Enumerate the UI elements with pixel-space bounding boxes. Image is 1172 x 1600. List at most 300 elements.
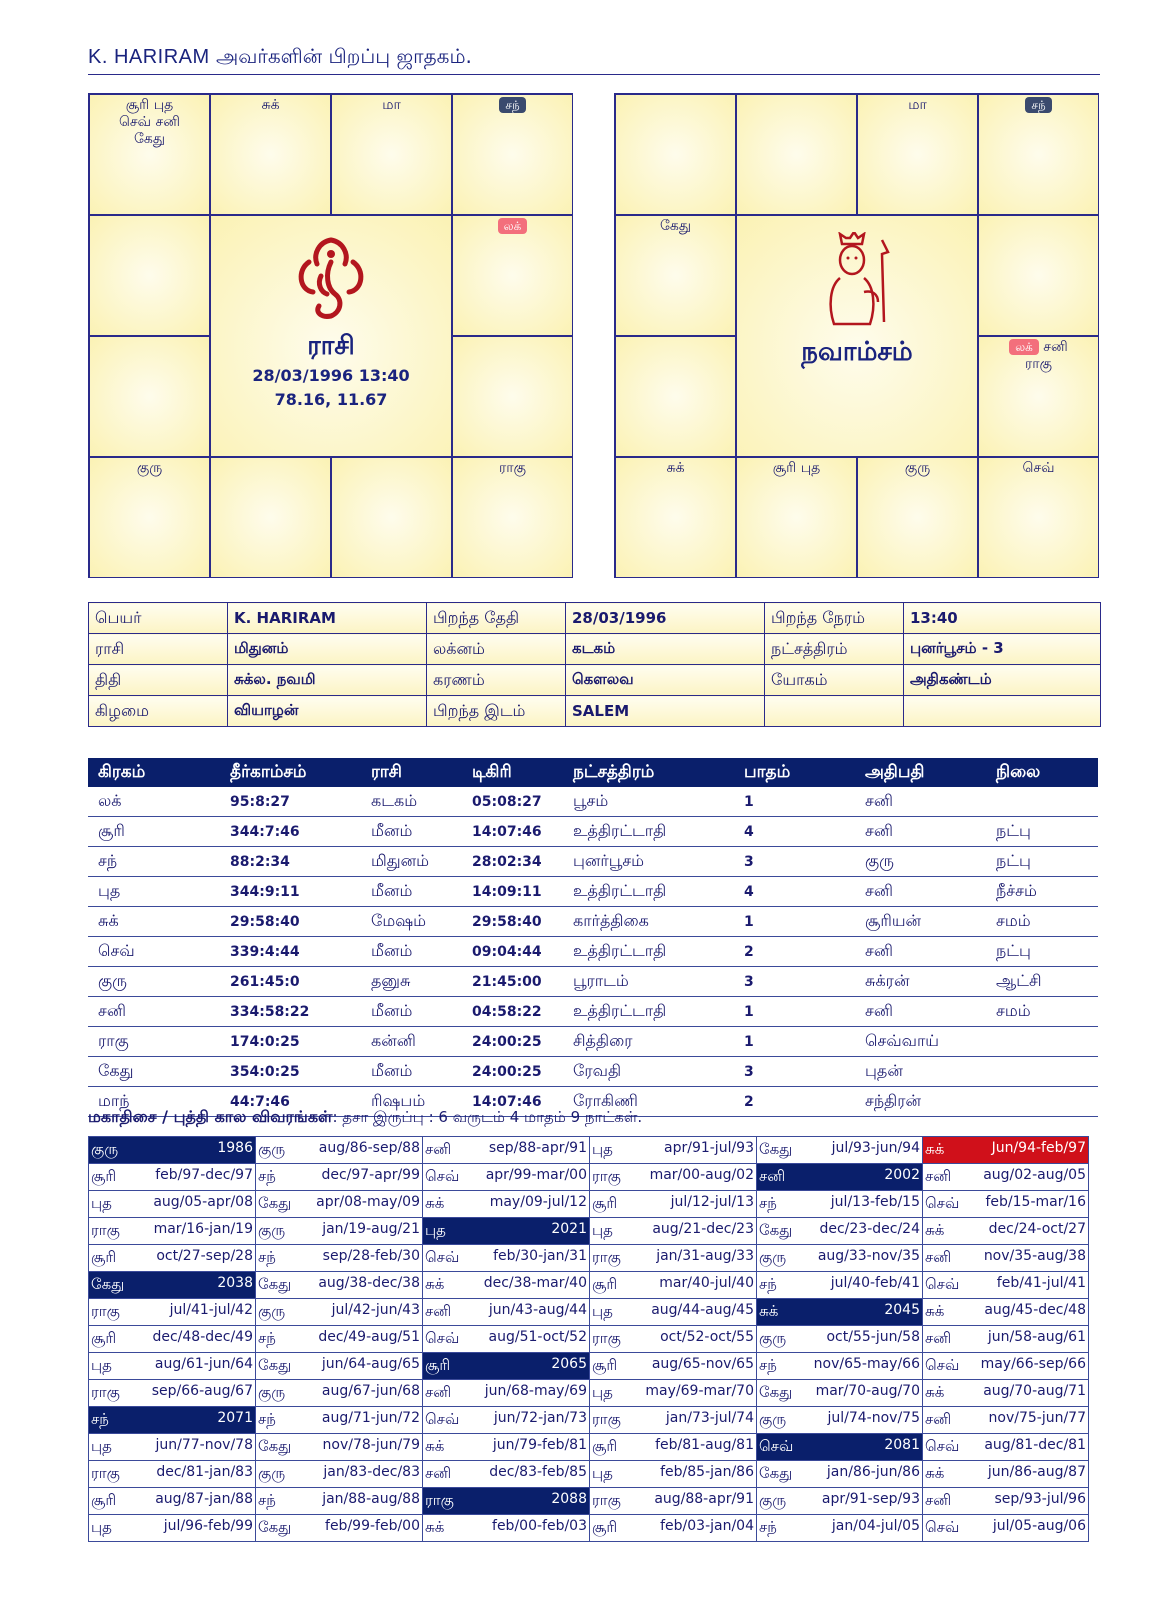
planet-name: சுக் — [759, 1302, 779, 1320]
planet-name: குரு — [759, 1248, 787, 1266]
mahadasa-cell — [89, 1407, 256, 1434]
mahadasa-cell — [757, 1299, 923, 1326]
table-cell: சந் — [88, 847, 220, 877]
mahadasa-cell — [423, 1488, 590, 1515]
mahadasa-cell — [423, 1218, 590, 1245]
profile-table — [88, 602, 1101, 727]
table-cell: புதன் — [855, 1057, 986, 1087]
period: dec/48-dec/49 — [152, 1329, 253, 1345]
bhukti-cell — [923, 1461, 1089, 1488]
planet-name: செவ் — [425, 1329, 460, 1347]
planet-name: ராகு — [91, 1302, 120, 1320]
bhukti-cell — [423, 1245, 590, 1272]
planet-name: ராகு — [592, 1248, 621, 1266]
bhukti-cell — [757, 1272, 923, 1299]
mahadasa-cell — [757, 1434, 923, 1461]
table-cell: 2 — [734, 1087, 855, 1117]
planet-name: சூரி — [592, 1518, 618, 1536]
bhukti-cell — [923, 1245, 1089, 1272]
planet-name: குரு — [258, 1464, 286, 1482]
period: aug/38-dec/38 — [318, 1275, 420, 1291]
dasa-row — [89, 1353, 1089, 1380]
navamsa-house-1 — [615, 94, 736, 215]
bhukti-cell — [89, 1164, 256, 1191]
period: 1986 — [217, 1140, 253, 1156]
period: jun/64-aug/65 — [321, 1356, 420, 1372]
table-cell: பூசம் — [563, 787, 734, 817]
profile-row — [89, 696, 1101, 727]
planet-name: சூரி — [425, 1356, 451, 1374]
table-row — [88, 937, 1098, 967]
period: sep/88-apr/91 — [488, 1140, 587, 1156]
column-header: நிலை — [986, 758, 1098, 787]
navamsa-house-6 — [978, 336, 1099, 457]
period: may/69-mar/70 — [645, 1383, 754, 1399]
bhukti-cell — [590, 1326, 757, 1353]
planet-name: ராகு — [91, 1383, 120, 1401]
profile-value: SALEM — [566, 696, 765, 727]
rasi-chart — [88, 93, 573, 578]
navamsa-house-5 — [978, 215, 1099, 336]
period: jun/58-aug/61 — [987, 1329, 1086, 1345]
period: dec/97-apr/99 — [321, 1167, 420, 1183]
bhukti-cell — [590, 1218, 757, 1245]
table-cell: உத்திரட்டாதி — [563, 817, 734, 847]
bhukti-cell — [923, 1326, 1089, 1353]
table-cell: மீனம் — [361, 1057, 462, 1087]
navamsa-house-7 — [978, 457, 1099, 578]
profile-value: கடகம் — [566, 634, 765, 665]
table-row — [88, 877, 1098, 907]
column-header: அதிபதி — [855, 758, 986, 787]
planet-name: ராகு — [592, 1410, 621, 1428]
navamsa-chart — [614, 93, 1099, 578]
planet-name: செவ் — [925, 1194, 960, 1212]
table-cell: 334:58:22 — [220, 997, 361, 1027]
house-planets: செவ் — [1022, 460, 1055, 476]
dasa-heading — [88, 1107, 642, 1128]
table-cell: மீனம் — [361, 937, 462, 967]
period: feb/00-feb/03 — [492, 1518, 587, 1534]
bhukti-cell — [590, 1488, 757, 1515]
rasi-house-9 — [210, 457, 331, 578]
period: jul/05-aug/06 — [992, 1518, 1086, 1534]
table-cell: சுக் — [88, 907, 220, 937]
planet-name: புத — [592, 1302, 613, 1320]
planet-name: ராகு — [425, 1491, 454, 1509]
period: feb/03-jan/04 — [660, 1518, 754, 1534]
planet-name: சுக் — [425, 1518, 445, 1536]
period: aug/71-jun/72 — [321, 1410, 420, 1426]
house-planets: செவ் சனி — [119, 114, 180, 130]
period: jul/93-jun/94 — [831, 1140, 920, 1156]
dasa-row — [89, 1326, 1089, 1353]
table-cell: சுக்ரன் — [855, 967, 986, 997]
table-cell: 29:58:40 — [220, 907, 361, 937]
table-cell: 344:7:46 — [220, 817, 361, 847]
bhukti-cell — [256, 1272, 423, 1299]
period: aug/44-aug/45 — [651, 1302, 754, 1318]
planet-name: சூரி — [91, 1491, 117, 1509]
mahadasa-cell — [89, 1137, 256, 1164]
period: jun/43-aug/44 — [488, 1302, 587, 1318]
period: sep/93-jul/96 — [994, 1491, 1086, 1507]
planet-name: கேது — [759, 1383, 793, 1401]
table-cell: 24:00:25 — [462, 1027, 563, 1057]
planet-name: சனி — [425, 1140, 452, 1158]
planet-name: சந் — [91, 1410, 109, 1428]
table-cell: சமம் — [986, 907, 1098, 937]
table-cell: 4 — [734, 877, 855, 907]
period: mar/00-aug/02 — [649, 1167, 754, 1183]
period: aug/33-nov/35 — [817, 1248, 920, 1264]
house-planets: மா — [908, 97, 927, 113]
bhukti-cell — [423, 1515, 590, 1542]
murugan-icon — [812, 232, 902, 327]
period: feb/81-aug/81 — [655, 1437, 754, 1453]
table-cell: 14:07:46 — [462, 1087, 563, 1117]
planet-name: ராகு — [592, 1167, 621, 1185]
dasa-row — [89, 1245, 1089, 1272]
dasa-row — [89, 1434, 1089, 1461]
title-suffix: அவர்களின் பிறப்பு ஜாதகம். — [216, 44, 472, 68]
table-cell — [986, 1027, 1098, 1057]
period: aug/70-aug/71 — [983, 1383, 1086, 1399]
planet-name: சனி — [925, 1167, 952, 1185]
planet-name: புத — [592, 1464, 613, 1482]
current-bhukti-cell — [923, 1137, 1089, 1164]
planet-name: ராகு — [91, 1221, 120, 1239]
table-cell: குரு — [855, 847, 986, 877]
bhukti-cell — [590, 1191, 757, 1218]
table-cell: நீச்சம் — [986, 877, 1098, 907]
planet-name: சூரி — [592, 1437, 618, 1455]
dasa-row — [89, 1515, 1089, 1542]
period: oct/52-oct/55 — [660, 1329, 754, 1345]
rasi-house-7 — [452, 457, 573, 578]
period: aug/45-dec/48 — [984, 1302, 1086, 1318]
table-cell: 21:45:00 — [462, 967, 563, 997]
bhukti-cell — [590, 1272, 757, 1299]
bhukti-cell — [590, 1380, 757, 1407]
period: 2021 — [551, 1221, 587, 1237]
period: dec/49-aug/51 — [318, 1329, 420, 1345]
planet-name: சனி — [425, 1302, 452, 1320]
table-cell: புனர்பூசம் — [563, 847, 734, 877]
planet-name: சந் — [759, 1518, 777, 1536]
period: jul/40-feb/41 — [830, 1275, 920, 1291]
table-cell: 05:08:27 — [462, 787, 563, 817]
period: aug/61-jun/64 — [154, 1356, 253, 1372]
table-cell: 261:45:0 — [220, 967, 361, 997]
planet-name: சனி — [925, 1248, 952, 1266]
period: oct/27-sep/28 — [156, 1248, 253, 1264]
period: jan/86-jun/86 — [826, 1464, 920, 1480]
table-cell: சனி — [855, 997, 986, 1027]
bhukti-cell — [256, 1380, 423, 1407]
bhukti-cell — [256, 1137, 423, 1164]
bhukti-cell — [89, 1380, 256, 1407]
planet-name: புத — [91, 1194, 112, 1212]
table-cell: சனி — [88, 997, 220, 1027]
bhukti-cell — [590, 1434, 757, 1461]
period: nov/75-jun/77 — [988, 1410, 1086, 1426]
birth-datetime: 28/03/1996 13:40 — [252, 366, 410, 385]
table-cell: ரேவதி — [563, 1057, 734, 1087]
period: oct/55-jun/58 — [826, 1329, 920, 1345]
period: feb/97-dec/97 — [155, 1167, 253, 1183]
table-cell: 344:9:11 — [220, 877, 361, 907]
rasi-house-5 — [452, 215, 573, 336]
bhukti-cell — [256, 1164, 423, 1191]
period: 2065 — [551, 1356, 587, 1372]
planet-name: சுக் — [925, 1302, 945, 1320]
house-planets: கேது — [659, 218, 692, 234]
profile-value: சுக்ல. நவமி — [228, 665, 427, 696]
table-cell: 3 — [734, 967, 855, 997]
planet-name: புத — [91, 1356, 112, 1374]
bhukti-cell — [757, 1353, 923, 1380]
planet-name: கேது — [759, 1464, 793, 1482]
period: 2071 — [217, 1410, 253, 1426]
bhukti-cell — [256, 1515, 423, 1542]
planet-name: புத — [91, 1437, 112, 1455]
moon-badge: சந் — [1025, 97, 1051, 113]
ganesha-icon — [291, 232, 371, 327]
bhukti-cell — [757, 1461, 923, 1488]
table-cell: சந்திரன் — [855, 1087, 986, 1117]
bhukti-cell — [923, 1434, 1089, 1461]
column-header: நட்சத்திரம் — [563, 758, 734, 787]
lagna-badge: லக் — [1009, 339, 1039, 355]
planet-name: செவ் — [759, 1437, 794, 1455]
table-cell: சமம் — [986, 997, 1098, 1027]
bhukti-cell — [923, 1299, 1089, 1326]
planet-name: சூரி — [592, 1275, 618, 1293]
table-cell — [986, 787, 1098, 817]
period: sep/66-aug/67 — [151, 1383, 253, 1399]
period: feb/30-jan/31 — [493, 1248, 587, 1264]
rasi-center — [210, 215, 452, 457]
table-cell: சூரி — [88, 817, 220, 847]
period: feb/85-jan/86 — [660, 1464, 754, 1480]
rasi-house-4 — [452, 94, 573, 215]
table-cell: 14:07:46 — [462, 817, 563, 847]
house-planets: சூரி புத — [125, 97, 174, 113]
planet-name: குரு — [759, 1410, 787, 1428]
bhukti-cell — [757, 1137, 923, 1164]
bhukti-cell — [757, 1488, 923, 1515]
table-cell: 24:00:25 — [462, 1057, 563, 1087]
dasa-row — [89, 1164, 1089, 1191]
table-cell: 95:8:27 — [220, 787, 361, 817]
planet-name: சுக் — [925, 1140, 945, 1158]
navamsa-house-8 — [857, 457, 978, 578]
bhukti-cell — [423, 1326, 590, 1353]
planet-name: சுக் — [425, 1194, 445, 1212]
bhukti-cell — [590, 1299, 757, 1326]
planet-name: புத — [425, 1221, 446, 1239]
table-cell: குரு — [88, 967, 220, 997]
planet-name: சந் — [258, 1329, 276, 1347]
house-planets: குரு — [136, 460, 163, 476]
period: jun/86-aug/87 — [987, 1464, 1086, 1480]
bhukti-cell — [89, 1218, 256, 1245]
bhukti-cell — [256, 1488, 423, 1515]
planet-name: புத — [592, 1140, 613, 1158]
period: aug/67-jun/68 — [321, 1383, 420, 1399]
navamsa-house-9 — [736, 457, 857, 578]
profile-label: கிழமை — [89, 696, 228, 727]
bhukti-cell — [923, 1488, 1089, 1515]
bhukti-cell — [923, 1515, 1089, 1542]
rasi-chart-title: ராசி — [307, 331, 355, 361]
planet-name: ராகு — [592, 1329, 621, 1347]
period: dec/24-oct/27 — [988, 1221, 1086, 1237]
dasa-row — [89, 1461, 1089, 1488]
column-header: தீர்காம்சம் — [220, 758, 361, 787]
period: jul/13-feb/15 — [830, 1194, 920, 1210]
bhukti-cell — [89, 1353, 256, 1380]
period: jan/04-jul/05 — [831, 1518, 920, 1534]
rasi-house-10 — [89, 457, 210, 578]
period: dec/38-mar/40 — [483, 1275, 587, 1291]
dasa-row — [89, 1272, 1089, 1299]
profile-value — [904, 696, 1101, 727]
period: may/09-jul/12 — [489, 1194, 587, 1210]
lagna-badge: லக் — [498, 218, 528, 234]
bhukti-cell — [923, 1218, 1089, 1245]
bhukti-cell — [590, 1164, 757, 1191]
profile-value: 28/03/1996 — [566, 603, 765, 634]
period: jul/74-nov/75 — [827, 1410, 920, 1426]
navamsa-house-12 — [615, 215, 736, 336]
period: feb/15-mar/16 — [985, 1194, 1086, 1210]
table-row — [88, 997, 1098, 1027]
planet-name: புத — [592, 1383, 613, 1401]
bhukti-cell — [89, 1326, 256, 1353]
bhukti-cell — [256, 1299, 423, 1326]
bhukti-cell — [590, 1353, 757, 1380]
table-cell: பூராடம் — [563, 967, 734, 997]
bhukti-cell — [89, 1515, 256, 1542]
period: aug/05-apr/08 — [153, 1194, 253, 1210]
house-planets: சுக் — [261, 97, 280, 113]
table-cell: 1 — [734, 907, 855, 937]
table-cell: செவ் — [88, 937, 220, 967]
bhukti-cell — [89, 1245, 256, 1272]
bhukti-cell — [923, 1272, 1089, 1299]
period: mar/16-jan/19 — [153, 1221, 253, 1237]
bhukti-cell — [923, 1407, 1089, 1434]
dasa-row — [89, 1137, 1089, 1164]
table-cell: 3 — [734, 847, 855, 877]
table-cell: மீனம் — [361, 997, 462, 1027]
dasa-row — [89, 1488, 1089, 1515]
mahadasa-cell — [757, 1164, 923, 1191]
period: jun/72-jan/73 — [493, 1410, 587, 1426]
column-header: கிரகம் — [88, 758, 220, 787]
table-cell: கடகம் — [361, 787, 462, 817]
planet-name: சுக் — [925, 1383, 945, 1401]
period: apr/08-may/09 — [316, 1194, 420, 1210]
planet-name: சந் — [759, 1356, 777, 1374]
planet-name: சூரி — [592, 1194, 618, 1212]
planet-name: செவ் — [425, 1410, 460, 1428]
bhukti-cell — [590, 1461, 757, 1488]
rasi-house-3 — [331, 94, 452, 215]
planet-name: சனி — [759, 1167, 786, 1185]
house-planets: சூரி புத — [772, 460, 821, 476]
column-header: டிகிரி — [462, 758, 563, 787]
period: 2038 — [217, 1275, 253, 1291]
period: Jun/94-feb/97 — [991, 1140, 1086, 1156]
bhukti-cell — [256, 1191, 423, 1218]
period: jun/77-nov/78 — [155, 1437, 253, 1453]
profile-value: புனர்பூசம் - 3 — [904, 634, 1101, 665]
profile-label: பெயர் — [89, 603, 228, 634]
table-cell: ரோகிணி — [563, 1087, 734, 1117]
period: nov/78-jun/79 — [322, 1437, 420, 1453]
bhukti-cell — [89, 1461, 256, 1488]
planet-name: கேது — [258, 1518, 292, 1536]
period: nov/65-may/66 — [813, 1356, 920, 1372]
bhukti-cell — [590, 1137, 757, 1164]
planet-name: குரு — [258, 1221, 286, 1239]
planet-name: கேது — [258, 1437, 292, 1455]
planet-name: சந் — [258, 1167, 276, 1185]
table-cell: 4 — [734, 817, 855, 847]
table-cell: மீனம் — [361, 877, 462, 907]
period: aug/51-oct/52 — [488, 1329, 587, 1345]
planet-name: சூரி — [91, 1248, 117, 1266]
bhukti-cell — [423, 1137, 590, 1164]
column-header: ராசி — [361, 758, 462, 787]
planet-name: சூரி — [592, 1356, 618, 1374]
table-cell: உத்திரட்டாதி — [563, 997, 734, 1027]
planet-name: சந் — [258, 1491, 276, 1509]
period: nov/35-aug/38 — [983, 1248, 1086, 1264]
house-planets: மா — [382, 97, 401, 113]
native-name: K. HARIRAM — [88, 46, 210, 68]
period: dec/81-jan/83 — [156, 1464, 253, 1480]
profile-value: கௌலவ — [566, 665, 765, 696]
table-cell — [986, 1087, 1098, 1117]
bhukti-cell — [89, 1488, 256, 1515]
table-cell — [986, 1057, 1098, 1087]
table-row — [88, 967, 1098, 997]
table-cell: சனி — [855, 787, 986, 817]
profile-label: ராசி — [89, 634, 228, 665]
table-cell: உத்திரட்டாதி — [563, 877, 734, 907]
bhukti-cell — [923, 1380, 1089, 1407]
moon-badge: சந் — [499, 97, 525, 113]
period: jun/68-may/69 — [484, 1383, 587, 1399]
period: jul/41-jul/42 — [169, 1302, 253, 1318]
period: apr/91-jul/93 — [664, 1140, 754, 1156]
period: aug/87-jan/88 — [155, 1491, 253, 1507]
planet-name: கேது — [759, 1221, 793, 1239]
bhukti-cell — [923, 1164, 1089, 1191]
planet-name: சந் — [759, 1194, 777, 1212]
bhukti-cell — [923, 1353, 1089, 1380]
bhukti-cell — [590, 1407, 757, 1434]
house-planets: சுக் — [666, 460, 685, 476]
bhukti-cell — [89, 1434, 256, 1461]
bhukti-cell — [423, 1461, 590, 1488]
table-row — [88, 1057, 1098, 1087]
period: jan/83-dec/83 — [323, 1464, 420, 1480]
